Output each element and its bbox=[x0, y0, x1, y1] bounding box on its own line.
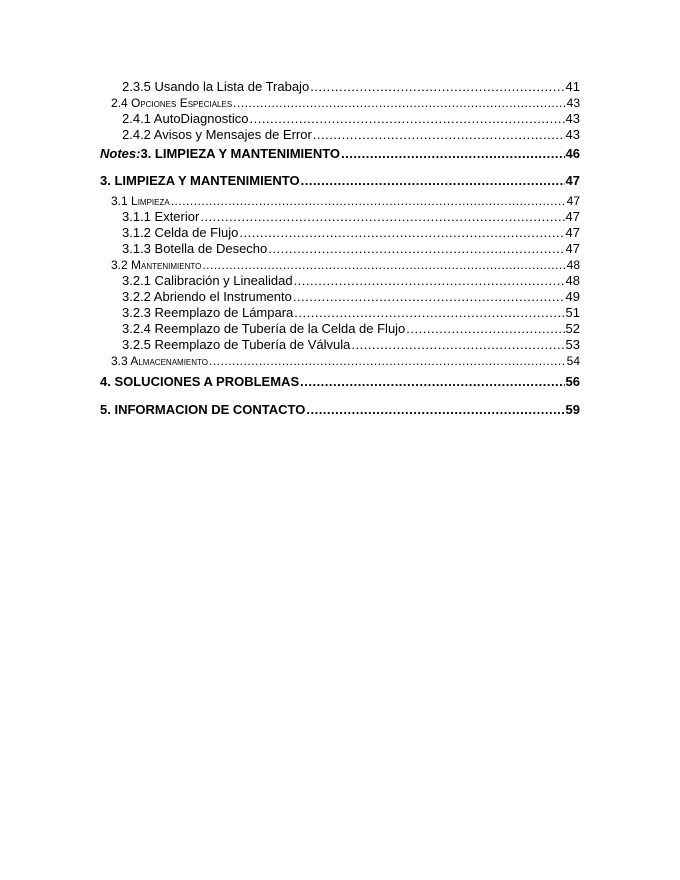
table-of-contents bbox=[100, 79, 580, 419]
dot-leader bbox=[209, 353, 566, 369]
toc-entry-title: 3.2.5 Reemplazo de Tubería de Válvula bbox=[122, 337, 351, 352]
toc-entry-title: 3.2.1 Calibración y Linealidad bbox=[122, 273, 293, 288]
toc-entry-3-1-3[interactable] bbox=[100, 241, 580, 257]
toc-entry-title: 3.1.3 Botella de Desecho bbox=[122, 241, 268, 256]
toc-entry-title: 3.2.4 Reemplazo de Tubería de la Celda de Flujo bbox=[122, 321, 406, 336]
toc-entry-3-2-4[interactable] bbox=[100, 321, 580, 337]
toc-entry-title: 3. LIMPIEZA Y MANTENIMIENTO bbox=[100, 173, 300, 188]
dot-leader bbox=[200, 209, 564, 225]
toc-entry-title: 3.1.2 Celda de Flujo bbox=[122, 225, 239, 240]
dot-leader bbox=[294, 273, 565, 289]
toc-entry-3-2[interactable] bbox=[100, 257, 580, 273]
toc-entry-title: 5. INFORMACION DE CONTACTO bbox=[100, 402, 306, 417]
toc-entry-page: 54 bbox=[566, 354, 580, 368]
dot-leader bbox=[301, 172, 565, 190]
toc-entry-page: 43 bbox=[565, 127, 580, 142]
dot-leader bbox=[406, 321, 564, 337]
dot-leader bbox=[239, 225, 564, 241]
toc-entry-3-1[interactable] bbox=[100, 193, 580, 209]
toc-entry-title: 4. SOLUCIONES A PROBLEMAS bbox=[100, 374, 300, 389]
toc-entry-2-4-1[interactable] bbox=[100, 111, 580, 127]
dot-leader bbox=[249, 111, 564, 127]
dot-leader bbox=[351, 337, 564, 353]
toc-entry-title: 3.1.1 Exterior bbox=[122, 209, 200, 224]
toc-entry-2-4-2[interactable] bbox=[100, 127, 580, 143]
dot-leader bbox=[202, 257, 565, 273]
toc-entry-title bbox=[100, 145, 340, 163]
toc-entry-3-2-5[interactable] bbox=[100, 337, 580, 353]
toc-entry-page: 48 bbox=[566, 258, 580, 272]
toc-entry-page: 41 bbox=[565, 79, 580, 94]
toc-entry-2-4[interactable] bbox=[100, 95, 580, 111]
dot-leader bbox=[313, 127, 565, 143]
dot-leader bbox=[293, 289, 565, 305]
toc-entry-page: 49 bbox=[565, 289, 580, 304]
dot-leader bbox=[233, 95, 565, 111]
dot-leader bbox=[310, 79, 564, 95]
toc-entry-title: 3.3 Almacenamiento bbox=[111, 354, 208, 368]
toc-entry-page: 46 bbox=[565, 146, 580, 161]
toc-entry-3-2-3[interactable] bbox=[100, 305, 580, 321]
toc-entry-page: 47 bbox=[565, 241, 580, 256]
toc-entry-page: 47 bbox=[565, 209, 580, 224]
toc-entry-page: 48 bbox=[565, 273, 580, 288]
toc-entry-notes-3[interactable] bbox=[100, 145, 580, 163]
toc-entry-page: 43 bbox=[565, 111, 580, 126]
toc-entry-title: 2.4 Opciones Especiales bbox=[111, 96, 233, 110]
toc-entry-title: 2.4.1 AutoDiagnostico bbox=[122, 111, 249, 126]
dot-leader bbox=[268, 241, 564, 257]
toc-entry-4[interactable] bbox=[100, 373, 580, 391]
toc-entry-3-2-2[interactable] bbox=[100, 289, 580, 305]
toc-entry-3-3[interactable] bbox=[100, 353, 580, 369]
toc-entry-3-1-2[interactable] bbox=[100, 225, 580, 241]
toc-entry-3[interactable] bbox=[100, 172, 580, 190]
toc-entry-page: 47 bbox=[565, 225, 580, 240]
dot-leader bbox=[300, 373, 564, 391]
notes-prefix: Notes: bbox=[100, 146, 141, 161]
toc-entry-3-1-1[interactable] bbox=[100, 209, 580, 225]
toc-entry-title: 3.2.2 Abriendo el Instrumento bbox=[122, 289, 292, 304]
toc-entry-page: 53 bbox=[565, 337, 580, 352]
toc-entry-page: 47 bbox=[566, 194, 580, 208]
toc-entry-title: 2.3.5 Usando la Lista de Trabajo bbox=[122, 79, 310, 94]
toc-entry-page: 52 bbox=[565, 321, 580, 336]
dot-leader bbox=[171, 193, 566, 209]
toc-entry-page: 56 bbox=[565, 374, 580, 389]
toc-entry-title: 3.1 Limpieza bbox=[111, 194, 170, 208]
dot-leader bbox=[341, 145, 564, 163]
toc-entry-title: 3.2.3 Reemplazo de Lámpara bbox=[122, 305, 294, 320]
dot-leader bbox=[306, 401, 564, 419]
toc-entry-page: 43 bbox=[566, 96, 580, 110]
toc-entry-2-3-5[interactable] bbox=[100, 79, 580, 95]
toc-entry-title: 3.2 Mantenimiento bbox=[111, 258, 202, 272]
dot-leader bbox=[294, 305, 564, 321]
toc-entry-3-2-1[interactable] bbox=[100, 273, 580, 289]
toc-entry-title-text: 3. LIMPIEZA Y MANTENIMIENTO bbox=[140, 146, 341, 161]
toc-entry-page: 51 bbox=[565, 305, 580, 320]
toc-entry-title: 2.4.2 Avisos y Mensajes de Error bbox=[122, 127, 312, 142]
toc-entry-page: 47 bbox=[565, 173, 580, 188]
toc-entry-page: 59 bbox=[565, 402, 580, 417]
toc-entry-5[interactable] bbox=[100, 401, 580, 419]
